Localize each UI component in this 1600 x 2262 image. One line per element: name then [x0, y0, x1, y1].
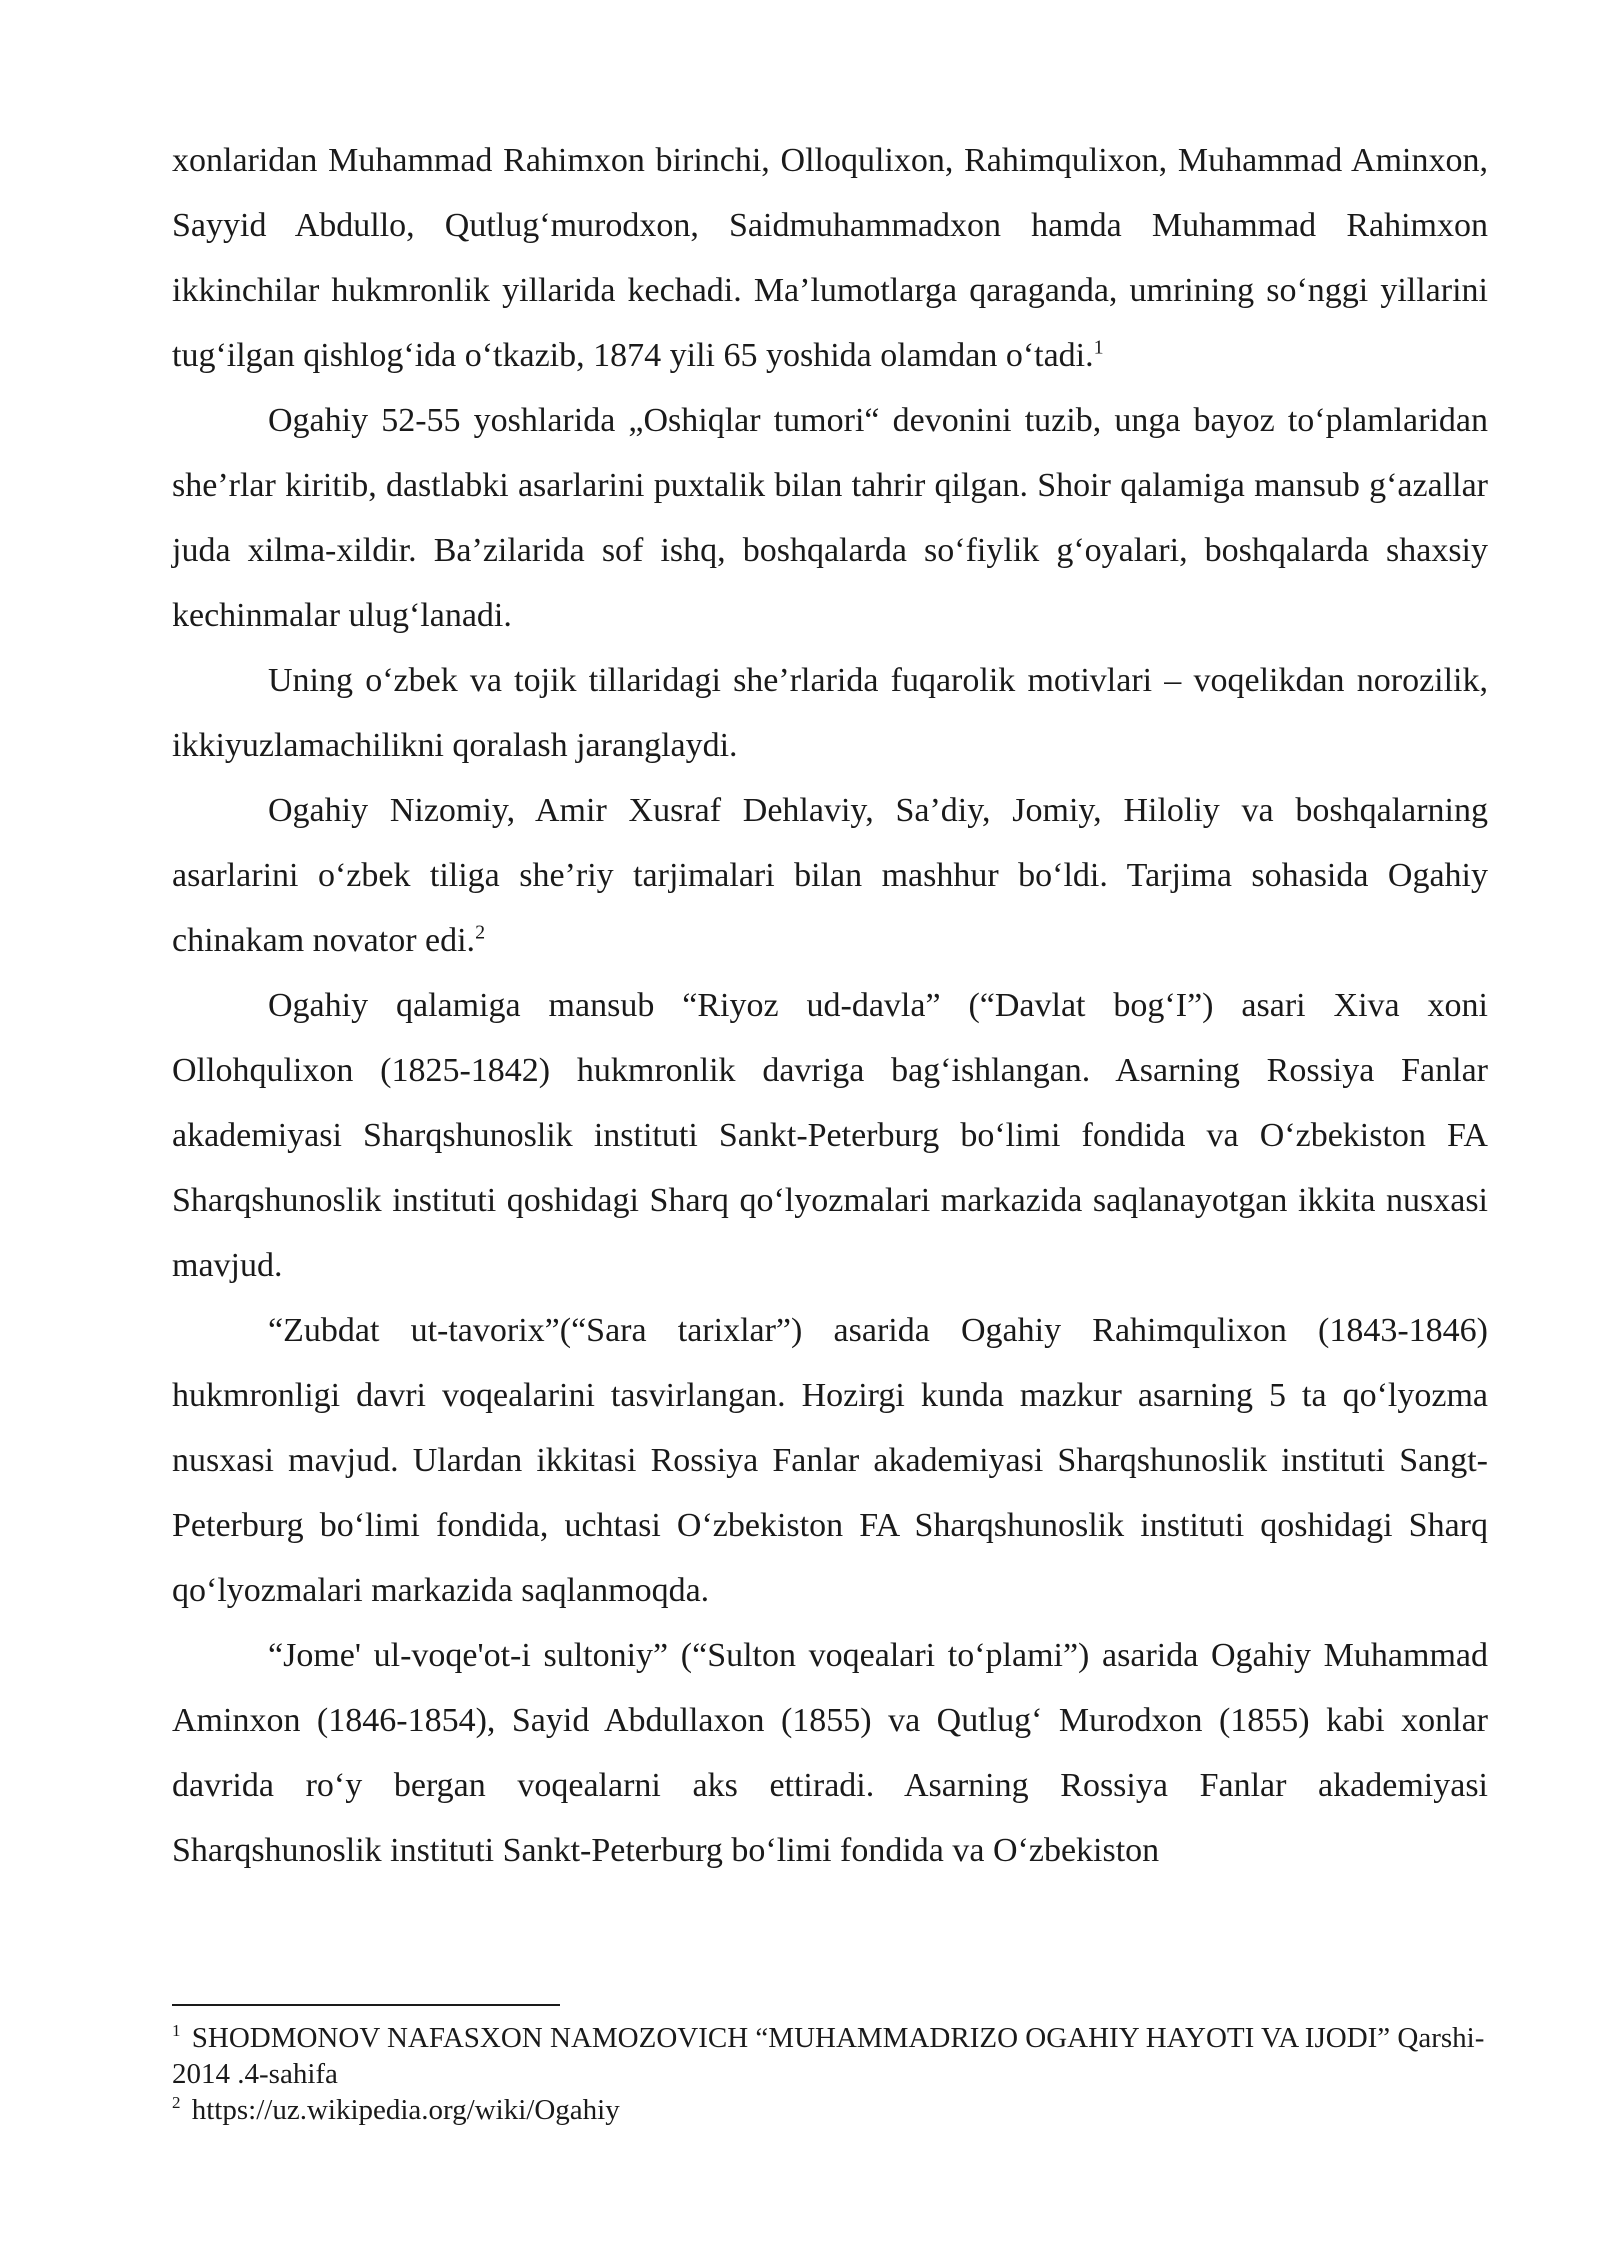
paragraph-3 — [172, 648, 1488, 778]
paragraph-6 — [172, 1298, 1488, 1623]
paragraph-6-text: “Zubdat ut-tavorix”(“Sara tarixlar”) asarida Ogahiy Rahimqulixon (1843-1846) hukmronligi davri voqealarini tasvirlangan. Hozirgi kunda mazkur asarning 5 ta qo‘lyozma nusxasi mavjud. Ulardan ikkitasi Rossiya Fanlar akademiyasi Sharqshunoslik instituti Sangt-Peterburg bo‘limi fondida, uchtasi O‘zbekiston FA Sharqshunoslik instituti qoshidagi Sharq qo‘lyozmalari markazida saqlanmoqda. — [172, 1312, 1488, 1609]
paragraph-4-text: Ogahiy Nizomiy, Amir Xusraf Dehlaviy, Sa’diy, Jomiy, Hiloliy va boshqalarning asarlarini o‘zbek tiliga she’riy tarjimalari bilan mashhur bo‘ldi. Tarjima sohasida Ogahiy chinakam novator edi. — [172, 792, 1488, 959]
footnote-separator — [172, 2004, 560, 2006]
footnote-1 — [172, 2020, 1488, 2092]
footnote-1-text: SHODMONOV NAFASXON NAMOZOVICH “MUHAMMADRIZO OGAHIY HAYOTI VA IJODI” Qarshi-2014 .4-sahifa — [172, 2022, 1485, 2090]
paragraph-5 — [172, 973, 1488, 1298]
footnotes — [172, 2020, 1488, 2128]
body-text — [172, 128, 1488, 1883]
footnote-2-link[interactable]: https://uz.wikipedia.org/wiki/Ogahiy — [184, 2094, 620, 2126]
paragraph-5-text: Ogahiy qalamiga mansub “Riyoz ud-davla” (“Davlat bog‘I”) asari Xiva xoni Ollohqulixon (1825-1842) hukmronlik davriga bag‘ishlangan. Asarning Rossiya Fanlar akademiyasi Sharqshunoslik instituti Sankt-Peterburg bo‘limi fondida va O‘zbekiston FA Sharqshunoslik instituti qoshidagi Sharq qo‘lyozmalari markazida saqlanayotgan ikkita nusxasi mavjud. — [172, 987, 1488, 1284]
paragraph-2-text: Ogahiy 52-55 yoshlarida „Oshiqlar tumori“ devonini tuzib, unga bayoz to‘plamlaridan she’rlar kiritib, dastlabki asarlarini puxtalik bilan tahrir qilgan. Shoir qalamiga mansub g‘azallar juda xilma-xildir. Ba’zilarida sof ishq, boshqalarda so‘fiylik g‘oyalari, boshqalarda shaxsiy kechinmalar ulug‘lanadi. — [172, 402, 1488, 634]
paragraph-2 — [172, 388, 1488, 648]
paragraph-3-text: Uning o‘zbek va tojik tillaridagi she’rlarida fuqarolik motivlari – voqelikdan norozilik, ikkiyuzlamachilikni qoralash jaranglaydi. — [172, 662, 1488, 764]
footnote-2 — [172, 2092, 1488, 2128]
paragraph-1-text: xonlaridan Muhammad Rahimxon birinchi, Olloqulixon, Rahimqulixon, Muhammad Aminxon, Sayyid Abdullo, Qutlug‘murodxon, Saidmuhammadxon hamda Muhammad Rahimxon ikkinchilar hukmronlik yillarida kechadi. Ma’lumotlarga qaraganda, umrining so‘nggi yillarini tug‘ilgan qishlog‘ida o‘tkazib, 1874 yili 65 yoshida olamdan o‘tadi. — [172, 142, 1488, 374]
footnote-2-mark: 2 — [172, 2093, 181, 2113]
paragraph-1 — [172, 128, 1488, 388]
footnote-ref-1[interactable]: 1 — [1093, 336, 1104, 359]
paragraph-4 — [172, 778, 1488, 973]
footnote-1-mark: 1 — [172, 2021, 181, 2041]
paragraph-7 — [172, 1623, 1488, 1883]
paragraph-7-text: “Jome' ul-voqe'ot-i sultoniy” (“Sulton voqealari to‘plami”) asarida Ogahiy Muhammad Aminxon (1846-1854), Sayid Abdullaxon (1855) va Qutlug‘ Murodxon (1855) kabi xonlar davrida ro‘y bergan voqealarni aks ettiradi. Asarning Rossiya Fanlar akademiyasi Sharqshunoslik instituti Sankt-Peterburg bo‘limi fondida va O‘zbekiston — [172, 1637, 1488, 1869]
footnote-ref-2[interactable]: 2 — [475, 921, 486, 944]
